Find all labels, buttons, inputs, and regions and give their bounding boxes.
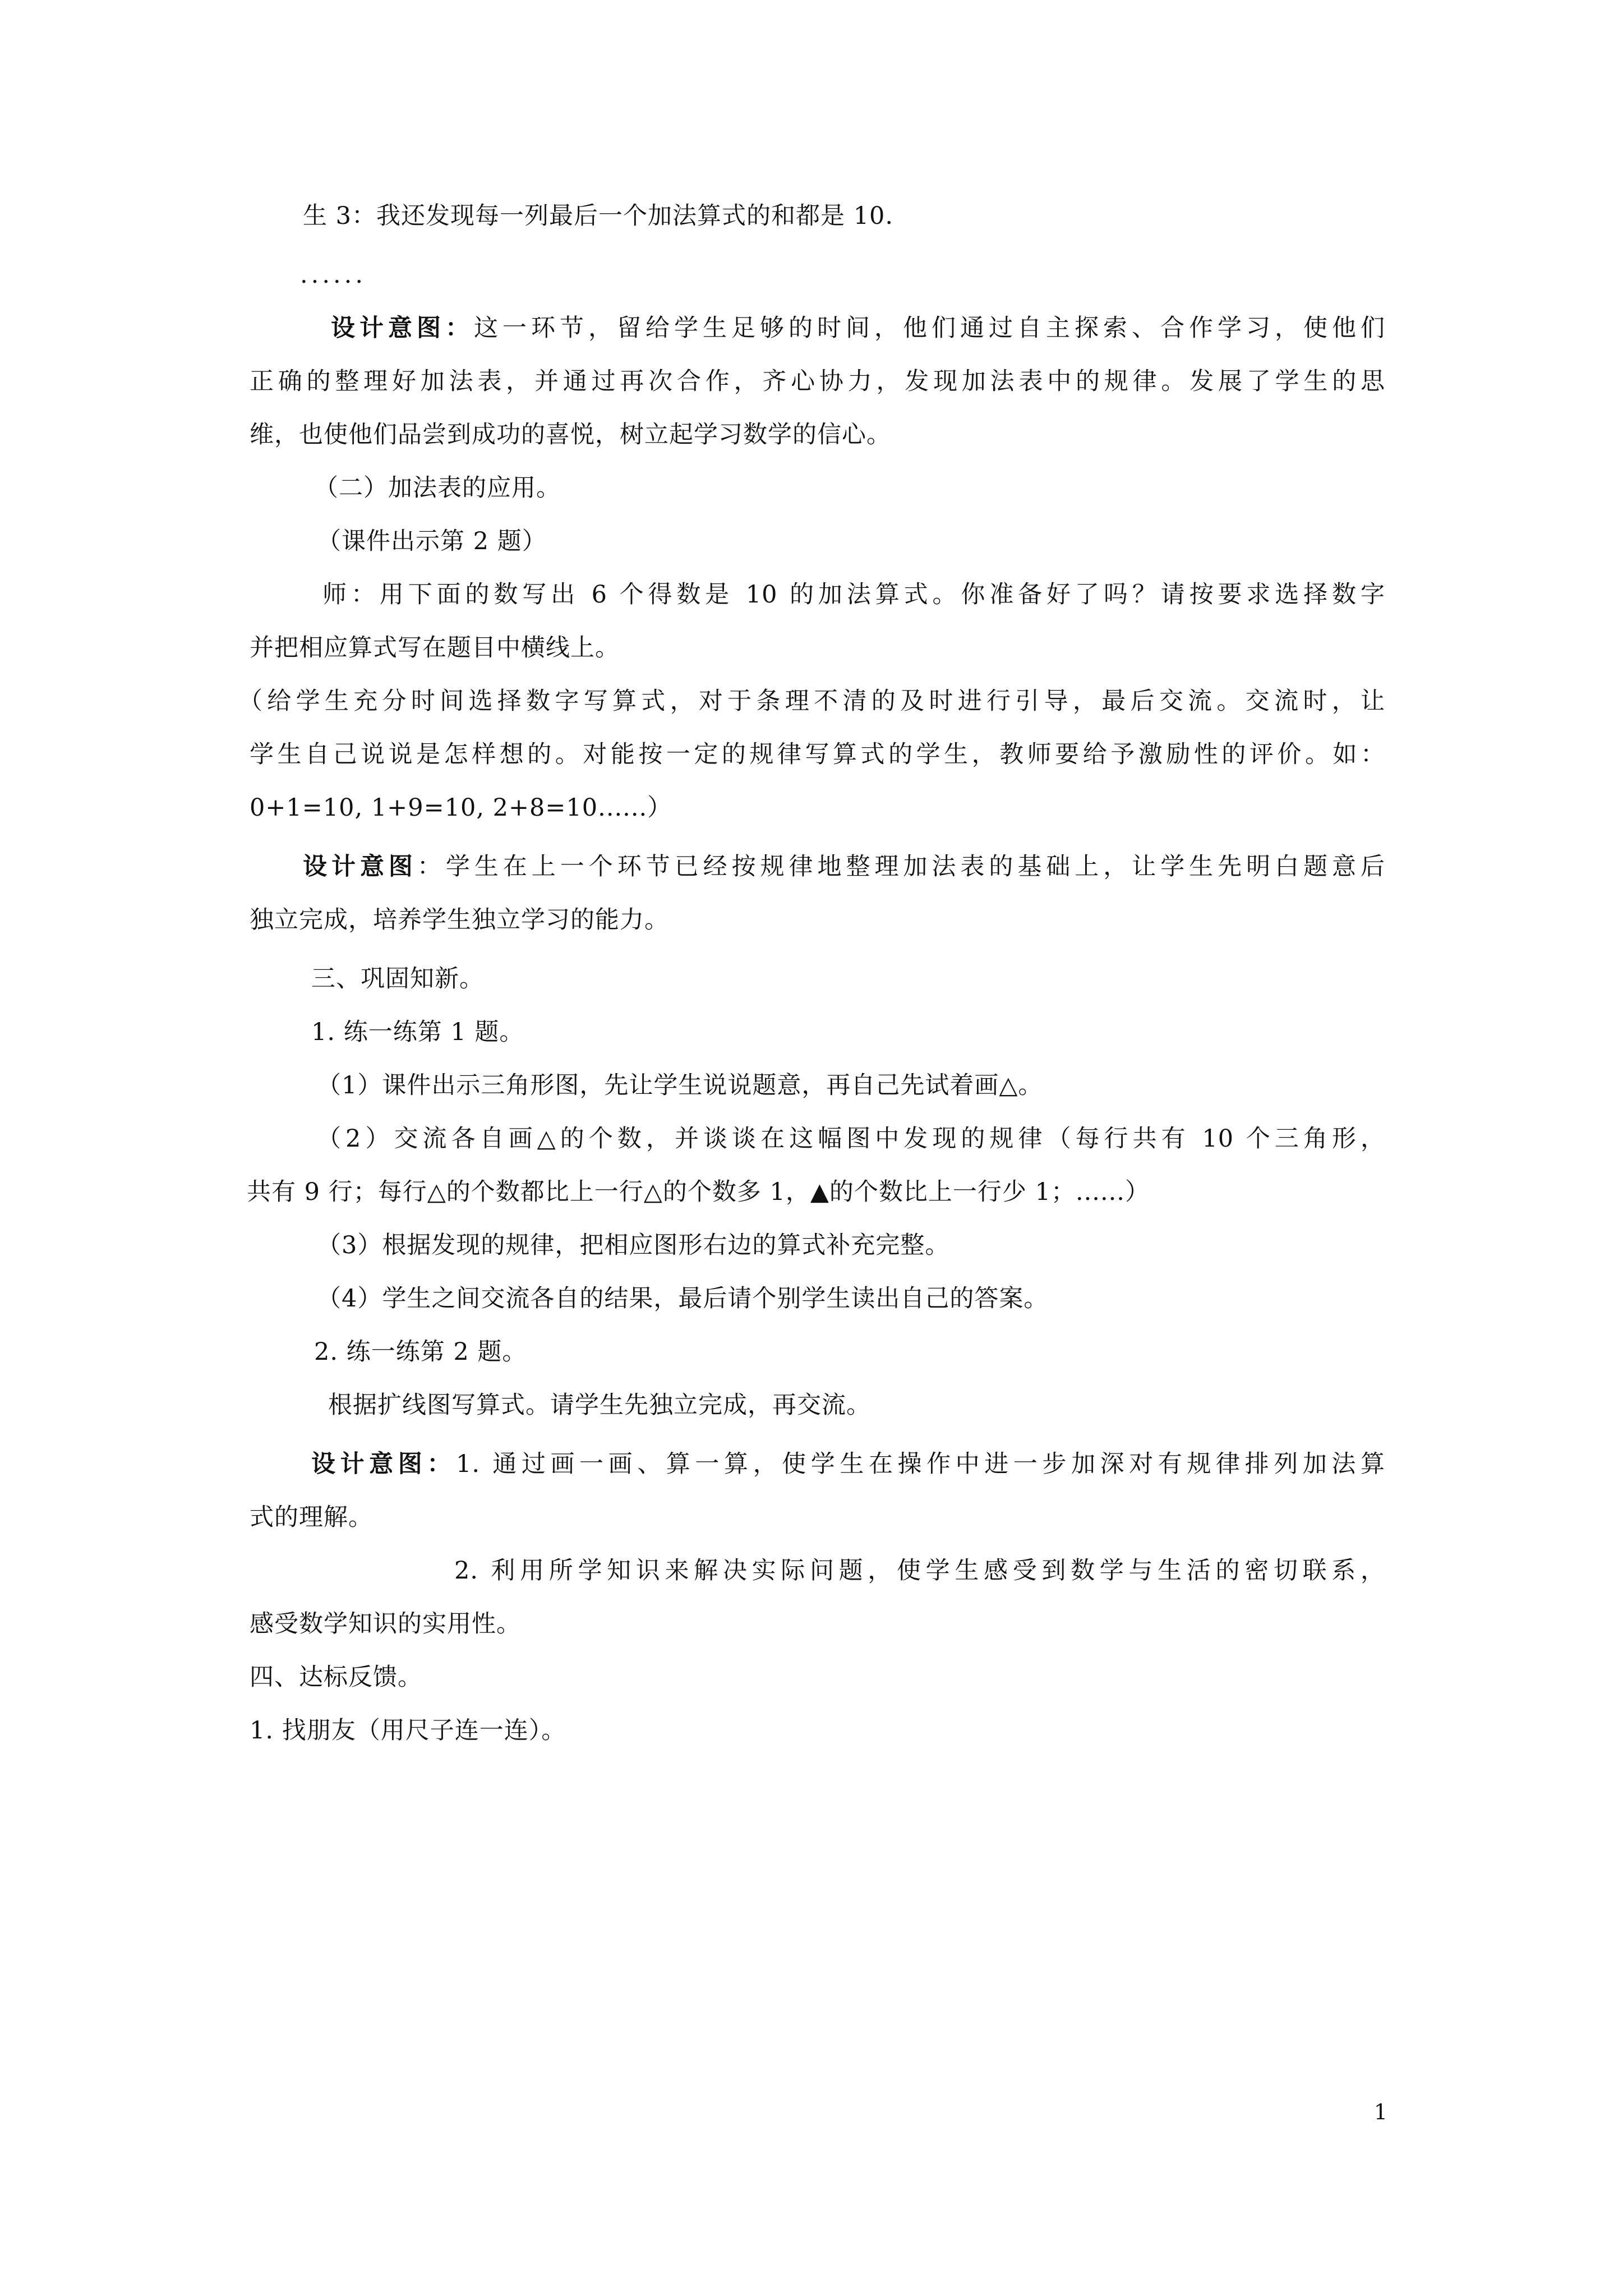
- text-line-design-intent-3-cont: 式的理解。: [250, 1503, 373, 1531]
- design-intent-label: 设计意图：: [331, 314, 474, 342]
- text-line-student3: 生 3：我还发现每一列最后一个加法算式的和都是 10.: [303, 202, 894, 230]
- text-line-line-graph: 根据扩线图写算式。请学生先独立完成，再交流。: [328, 1391, 871, 1419]
- text-line-design-intent-3-point2-cont: 感受数学知识的实用性。: [250, 1610, 521, 1638]
- text-line-find-friends: 1. 找朋友（用尺子连一连）。: [250, 1717, 566, 1745]
- text-line-item-2-cont: 共有 9 行；每行△的个数都比上一行△的个数多 1，▲的个数比上一行少 1；......）: [247, 1178, 1150, 1206]
- design-intent-label: 设计意图: [303, 853, 417, 881]
- section-heading-feedback: 四、达标反馈。: [250, 1663, 422, 1691]
- text-line-design-intent-2: [303, 850, 1385, 884]
- text-line-design-intent-1: [331, 311, 1385, 345]
- text-line-teacher-cont: 并把相应算式写在题目中横线上。: [250, 634, 620, 662]
- design-intent-text: ：学生在上一个环节已经按规律地整理加法表的基础上，让学生先明白题意后: [417, 853, 1386, 881]
- text-line-design-intent-2-cont: 独立完成，培养学生独立学习的能力。: [250, 906, 669, 934]
- design-intent-text: 这一环节，留给学生足够的时间，他们通过自主探索、合作学习，使他们: [474, 314, 1385, 342]
- text-line-item-4: （4）学生之间交流各自的结果，最后请个别学生读出自己的答案。: [317, 1285, 1049, 1313]
- text-line-item-3: （3）根据发现的规律，把相应图形右边的算式补充完整。: [317, 1231, 950, 1259]
- text-line-practice-1: 1. 练一练第 1 题。: [311, 1018, 524, 1046]
- text-line-item-1: （1）课件出示三角形图，先让学生说说题意，再自己先试着画△。: [317, 1071, 1043, 1099]
- section-heading-addition-table-use: （二）加法表的应用。: [314, 474, 561, 502]
- text-line-design-intent-3: [311, 1447, 1385, 1481]
- text-line-note-1: （给学生充分时间选择数字写算式，对于条理不清的及时进行引导，最后交流。交流时，让: [238, 687, 1385, 715]
- text-line-item-2: （2）交流各自画△的个数，并谈谈在这幅图中发现的规律（每行共有 10 个三角形，: [317, 1125, 1385, 1153]
- text-line-note-2: 学生自己说说是怎样想的。对能按一定的规律写算式的学生，教师要给予激励性的评价。如：: [250, 740, 1385, 769]
- text-line-teacher: 师：用下面的数写出 6 个得数是 10 的加法算式。你准备好了吗？请按要求选择数字: [322, 581, 1385, 609]
- design-intent-text: 1. 通过画一画、算一算，使学生在操作中进一步加深对有规律排列加法算: [455, 1450, 1386, 1478]
- design-intent-label: 设计意图：: [311, 1450, 456, 1478]
- text-line-continued-2: 维，也使他们品尝到成功的喜悦，树立起学习数学的信心。: [250, 421, 891, 449]
- text-line-practice-2: 2. 练一练第 2 题。: [314, 1338, 527, 1366]
- text-line-note-3: 0+1=10, 1+9=10, 2+8=10......）: [250, 794, 672, 822]
- page-number: 1: [1373, 2100, 1387, 2124]
- text-line-continued-1: 正确的整理好加法表，并通过再次合作，齐心协力，发现加法表中的规律。发展了学生的思: [250, 367, 1385, 395]
- section-heading-consolidate: 三、巩固知新。: [311, 965, 484, 993]
- text-line-design-intent-3-point2: 2. 利用所学知识来解决实际问题，使学生感受到数学与生活的密切联系，: [454, 1557, 1385, 1585]
- text-line-courseware-q2: （课件出示第 2 题）: [317, 527, 547, 555]
- text-line-ellipsis: ......: [300, 261, 367, 289]
